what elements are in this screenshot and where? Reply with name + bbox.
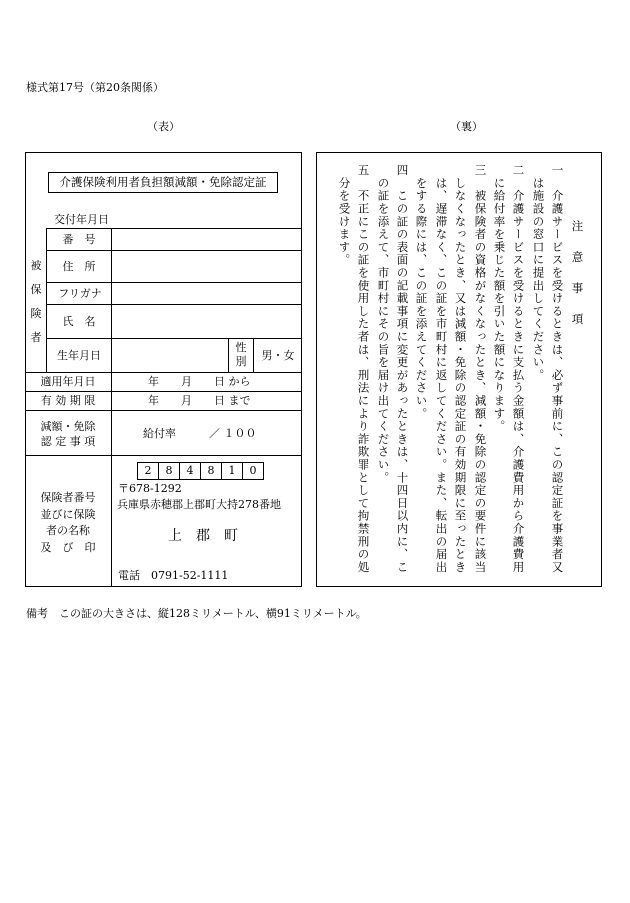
note-line: に給付率を乗じた額を引いた額になります。: [492, 164, 507, 433]
front-side-label: （表）: [147, 120, 180, 133]
notes-title: 注 意 事 項: [570, 220, 585, 329]
note-line: 五 不正にこの証を使用した者は、刑法により詐欺罪として拘禁刑の処: [356, 164, 371, 574]
insurer-phone: 電話 0791-52-1111: [118, 569, 229, 582]
note-line: をする際には、この証を添えてください。: [414, 164, 429, 420]
note-line: の証を添えて、市町村にその旨を届け出てください。: [376, 164, 391, 484]
gender-label: 性 別: [235, 341, 247, 368]
gender-options: 男・女: [261, 349, 295, 362]
insurer-number-digit: 2: [137, 462, 159, 480]
insurer-number-digit: 8: [200, 462, 222, 480]
insurer-address: 兵庫県赤穂郡上郡町大持278番地: [117, 498, 281, 511]
insured-label: 被 保 険 者: [30, 259, 42, 344]
note-line: 四 この証の表面の記載事項に変更があったときは、十四日以内に、こ: [395, 164, 410, 574]
note-line: 二 介護サービスを受けるときに支払う金額は、介護費用から介護費用: [511, 164, 526, 574]
insurer-number-digit: 4: [179, 462, 201, 480]
insurer-number-digit: 0: [242, 462, 264, 480]
back-side-label: （裏）: [450, 120, 483, 133]
name-label: 氏 名: [62, 315, 96, 328]
apply-date-value: 年 月 日 から: [148, 375, 251, 388]
issue-date-label: 交付年月日: [54, 213, 109, 226]
insurer-label: 保険者番号 並びに保険 者の名称 及 び 印: [40, 491, 96, 554]
number-label: 番 号: [62, 233, 96, 246]
birth-date-label: 生年月日: [57, 349, 101, 362]
note-line: は、遅滞なく、この証を市町村に返してください。また、転出の届出: [434, 164, 449, 574]
insurer-number-digit: 8: [158, 462, 180, 480]
insurer-name: 上 郡 町: [168, 528, 238, 544]
furigana-label: フリガナ: [58, 287, 102, 300]
reduction-label: 減額・免除 認 定 事 項: [40, 420, 96, 448]
note-line: 一 介護サービスを受けるときは、必ず事前に、この認定証を事業者又: [550, 164, 565, 574]
expiry-value: 年 月 日 まで: [148, 394, 251, 407]
expiry-label: 有 効 期 限: [40, 394, 96, 407]
address-label: 住 所: [62, 260, 96, 273]
note-line: 分を受けます。: [337, 164, 352, 267]
note-line: 三 被保険者の資格がなくなったとき、減額・免除の認定の要件に該当: [473, 164, 488, 574]
apply-date-label: 適用年月日: [40, 375, 96, 388]
note-line: は施設の窓口に提出してください。: [531, 164, 546, 382]
card-title: 介護保険利用者負担額減額・免除認定証: [59, 175, 267, 189]
form-number: 様式第17号（第20条関係）: [26, 81, 164, 94]
note-line: しなくなったとき、又は減額・免除の認定証の有効期限に至ったとき: [453, 164, 468, 574]
postal-code: 〒678-1292: [118, 482, 182, 495]
benefit-rate: 給付率 ／ １００: [143, 427, 257, 440]
insurer-number-digit: 1: [221, 462, 243, 480]
remark: 備考 この証の大きさは、縦128ミリメートル、横91ミリメートル。: [26, 607, 367, 620]
